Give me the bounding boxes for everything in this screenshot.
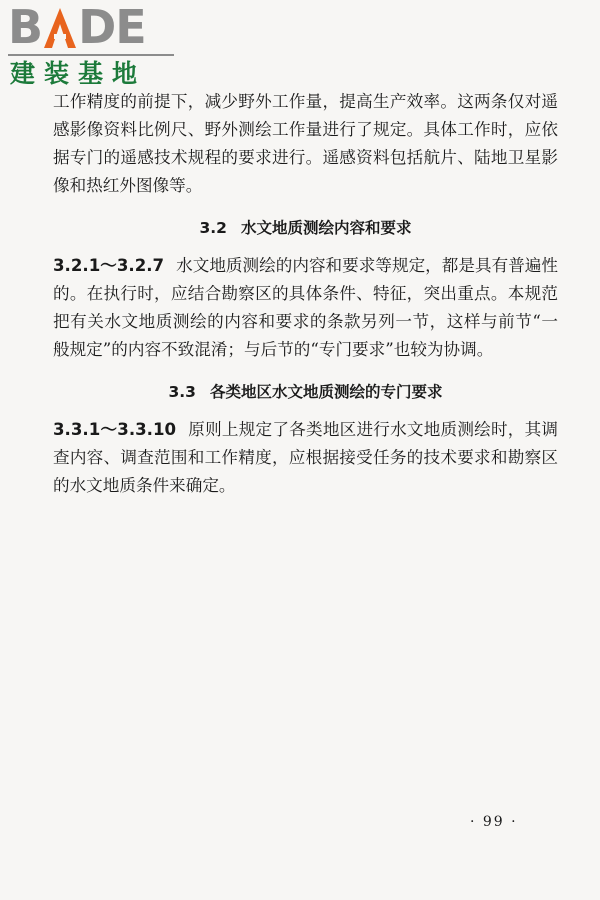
clause-text: 水文地质测绘的内容和要求等规定，都是具有普遍性的。在执行时，应结合勘察区的具体条件、特征，突出重点。本规范把有关水文地质测绘的内容和要求的条款另列一节，这样与前节“一般规定”的内容不致混淆；与后节的“专门要求”也较为协调。 <box>53 256 558 359</box>
logo-a-mark <box>43 4 77 50</box>
section-title: 水文地质测绘内容和要求 <box>240 219 412 237</box>
logo-letter-a <box>43 4 77 50</box>
section-heading-3-3 <box>53 378 558 406</box>
clause-number: 3.3.1～3.3.10 <box>53 420 177 439</box>
logo-letter-b: B <box>8 0 43 54</box>
page-number: · 99 · <box>470 814 518 830</box>
bade-logo <box>8 0 178 90</box>
logo-divider <box>8 54 174 56</box>
clause-text: 原则上规定了各类地区进行水文地质测绘时，其调查内容、调查范围和工作精度，应根据接受任务的技术要求和勘察区的水文地质条件来确定。 <box>53 420 558 495</box>
logo-subtitle: 建装基地 <box>10 59 147 88</box>
section-heading-3-2 <box>53 214 558 242</box>
document-body <box>53 88 558 500</box>
clause-3-3-1 <box>53 416 558 500</box>
intro-paragraph: 工作精度的前提下，减少野外工作量，提高生产效率。这两条仅对遥感影像资料比例尺、野外测绘工作量进行了规定。具体工作时，应依据专门的遥感技术规程的要求进行。遥感资料包括航片、陆地卫星影像和热红外图像等。 <box>53 92 558 195</box>
section-title: 各类地区水文地质测绘的专门要求 <box>209 383 443 401</box>
logo-letters-de: DE <box>78 0 146 54</box>
logo-wordmark <box>8 0 146 54</box>
section-number: 3.2 <box>199 219 227 237</box>
clause-3-2-1 <box>53 252 558 364</box>
clause-number: 3.2.1～3.2.7 <box>53 256 165 275</box>
section-number: 3.3 <box>168 383 196 401</box>
